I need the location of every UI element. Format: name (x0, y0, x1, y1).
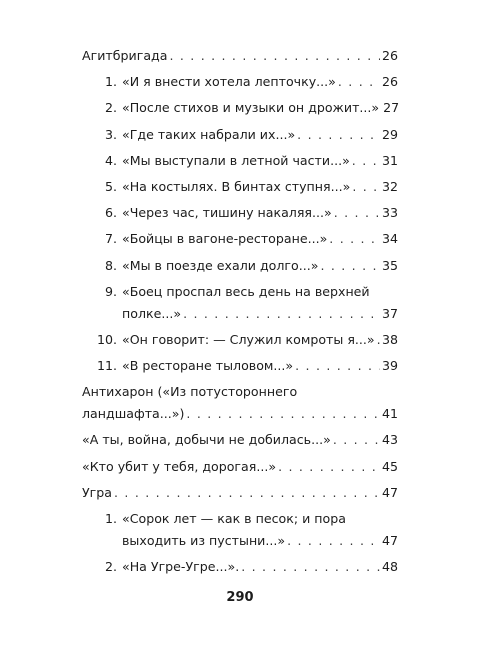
toc-section-entry (82, 381, 398, 425)
toc-entry-title: «Через час, тишину накаляя...» (122, 205, 332, 221)
toc-entry-number: 2. (104, 559, 117, 575)
toc-entry-title: «На костылях. В бинтах ступня...» (122, 178, 351, 194)
toc-entry-page: 31 (381, 152, 398, 168)
toc-entry-title: Угра (82, 484, 113, 500)
toc-entry-number: 2. (104, 100, 117, 116)
toc-subentry (82, 71, 398, 93)
toc-entry-line (82, 456, 398, 478)
toc-list (82, 45, 398, 578)
toc-entry-line (122, 303, 398, 325)
toc-entry-title: «В ресторане тыловом...» (122, 358, 294, 374)
toc-subentry (82, 556, 398, 578)
page-number: 290 (226, 590, 254, 605)
toc-entry-title: ландшафта...») (82, 406, 185, 422)
toc-entry-line (82, 482, 398, 504)
toc-entry-line (122, 355, 398, 377)
dot-leader (333, 429, 380, 451)
toc-entry-page: 27 (383, 100, 400, 116)
toc-entry-title: «На Угре-Угре...». (122, 559, 240, 575)
toc-subentry (82, 255, 398, 277)
toc-entry-title: «Он говорит: — Служил комроты я...» (122, 331, 375, 347)
toc-section-entry (82, 456, 398, 478)
toc-section-entry (82, 482, 398, 504)
toc-entry-title: «И я внести хотела лепточку...» (122, 74, 336, 90)
toc-entry-title: «Бойцы в вагоне-ресторане...» (122, 231, 328, 247)
toc-entry-line (82, 45, 398, 67)
toc-entry-page: 26 (381, 74, 398, 90)
toc-entry-number: 9. (104, 283, 117, 299)
dot-leader (377, 329, 380, 351)
toc-entry-title: Агитбригада (82, 48, 168, 63)
toc-entry-line (122, 228, 398, 250)
toc-entry-number: 1. (104, 74, 117, 90)
toc-entry-page: 41 (381, 406, 398, 422)
dot-leader (295, 355, 380, 377)
toc-subentry (82, 228, 398, 250)
toc-entry-page: 26 (381, 48, 398, 63)
dot-leader (338, 71, 380, 93)
toc-entry-title: полке...» (122, 305, 182, 321)
dot-leader (352, 150, 380, 172)
toc-subentry (82, 124, 398, 146)
toc-entry-page: 45 (381, 458, 398, 474)
dot-leader (329, 228, 380, 250)
toc-entry-page: 39 (381, 358, 398, 374)
toc-entry-number: 4. (104, 152, 117, 168)
toc-section-entry (82, 429, 398, 451)
toc-entry-line (122, 255, 398, 277)
toc-entry-page: 47 (381, 484, 398, 500)
toc-entry-title: «Сорок лет — как в песок; и пора (122, 511, 346, 526)
toc-entry-title: выходить из пустыни...» (122, 533, 286, 548)
toc-subentry (82, 176, 398, 198)
toc-entry-number: 1. (104, 511, 117, 526)
toc-section-entry (82, 45, 398, 67)
toc-entry-number: 7. (104, 231, 117, 247)
toc-entry-page: 43 (381, 432, 398, 448)
toc-subentry (82, 508, 398, 552)
toc-entry-line (122, 71, 398, 93)
toc-entry-title: «А ты, война, добычи не добилась...» (82, 432, 331, 448)
toc-entry-title: «Кто убит у тебя, дорогая...» (82, 458, 277, 474)
dot-leader (297, 124, 380, 146)
toc-subentry (82, 355, 398, 377)
dot-leader (169, 45, 380, 67)
dot-leader (334, 202, 380, 224)
toc-entry-number: 5. (104, 178, 117, 194)
dot-leader (183, 303, 380, 325)
toc-entry-page: 34 (381, 231, 398, 247)
toc-entry-title: «После стихов и музыки он дрожит...» (122, 100, 380, 116)
toc-entry-page: 38 (381, 331, 398, 347)
toc-entry-line (122, 281, 398, 303)
toc-entry-number: 8. (104, 257, 117, 273)
toc-entry-line (122, 150, 398, 172)
toc-subentry (82, 202, 398, 224)
toc-entry-title: «Где таких набрали их...» (122, 126, 296, 142)
toc-subentry (82, 97, 398, 119)
toc-entry-line (122, 556, 398, 578)
toc-entry-line (122, 176, 398, 198)
dot-leader (278, 456, 380, 478)
toc-entry-number: 11. (96, 358, 117, 374)
toc-entry-number: 10. (96, 331, 117, 347)
toc-entry-line (122, 97, 398, 119)
toc-subentry (82, 329, 398, 351)
toc-entry-number: 6. (104, 205, 117, 221)
toc-entry-line (82, 429, 398, 451)
toc-subentry (82, 281, 398, 325)
toc-entry-page: 33 (381, 205, 398, 221)
toc-entry-title: «Боец проспал весь день на верхней (122, 283, 370, 299)
toc-entry-page: 35 (381, 257, 398, 273)
dot-leader (114, 482, 380, 504)
toc-entry-line (82, 403, 398, 425)
toc-entry-number: 3. (104, 126, 117, 142)
toc-entry-line (82, 381, 398, 403)
toc-entry-page: 29 (381, 126, 398, 142)
toc-entry-title: «Мы выступали в летной части...» (122, 152, 350, 168)
toc-entry-line (122, 202, 398, 224)
toc-entry-line (122, 124, 398, 146)
toc-entry-line (122, 329, 398, 351)
toc-subentry (82, 150, 398, 172)
dot-leader (186, 403, 380, 425)
toc-entry-line (122, 530, 398, 552)
dot-leader (320, 255, 380, 277)
toc-entry-page: 48 (381, 559, 398, 575)
dot-leader (287, 530, 380, 552)
toc-entry-page: 32 (381, 178, 398, 194)
dot-leader (352, 176, 380, 198)
table-of-contents (82, 45, 398, 582)
toc-entry-title: «Мы в поезде ехали долго...» (122, 257, 319, 273)
toc-entry-page: 37 (381, 305, 398, 321)
toc-entry-title: Антихарон («Из потустороннего (82, 384, 298, 400)
toc-entry-line (122, 508, 398, 530)
toc-entry-page: 47 (381, 533, 398, 548)
dot-leader (241, 556, 380, 578)
